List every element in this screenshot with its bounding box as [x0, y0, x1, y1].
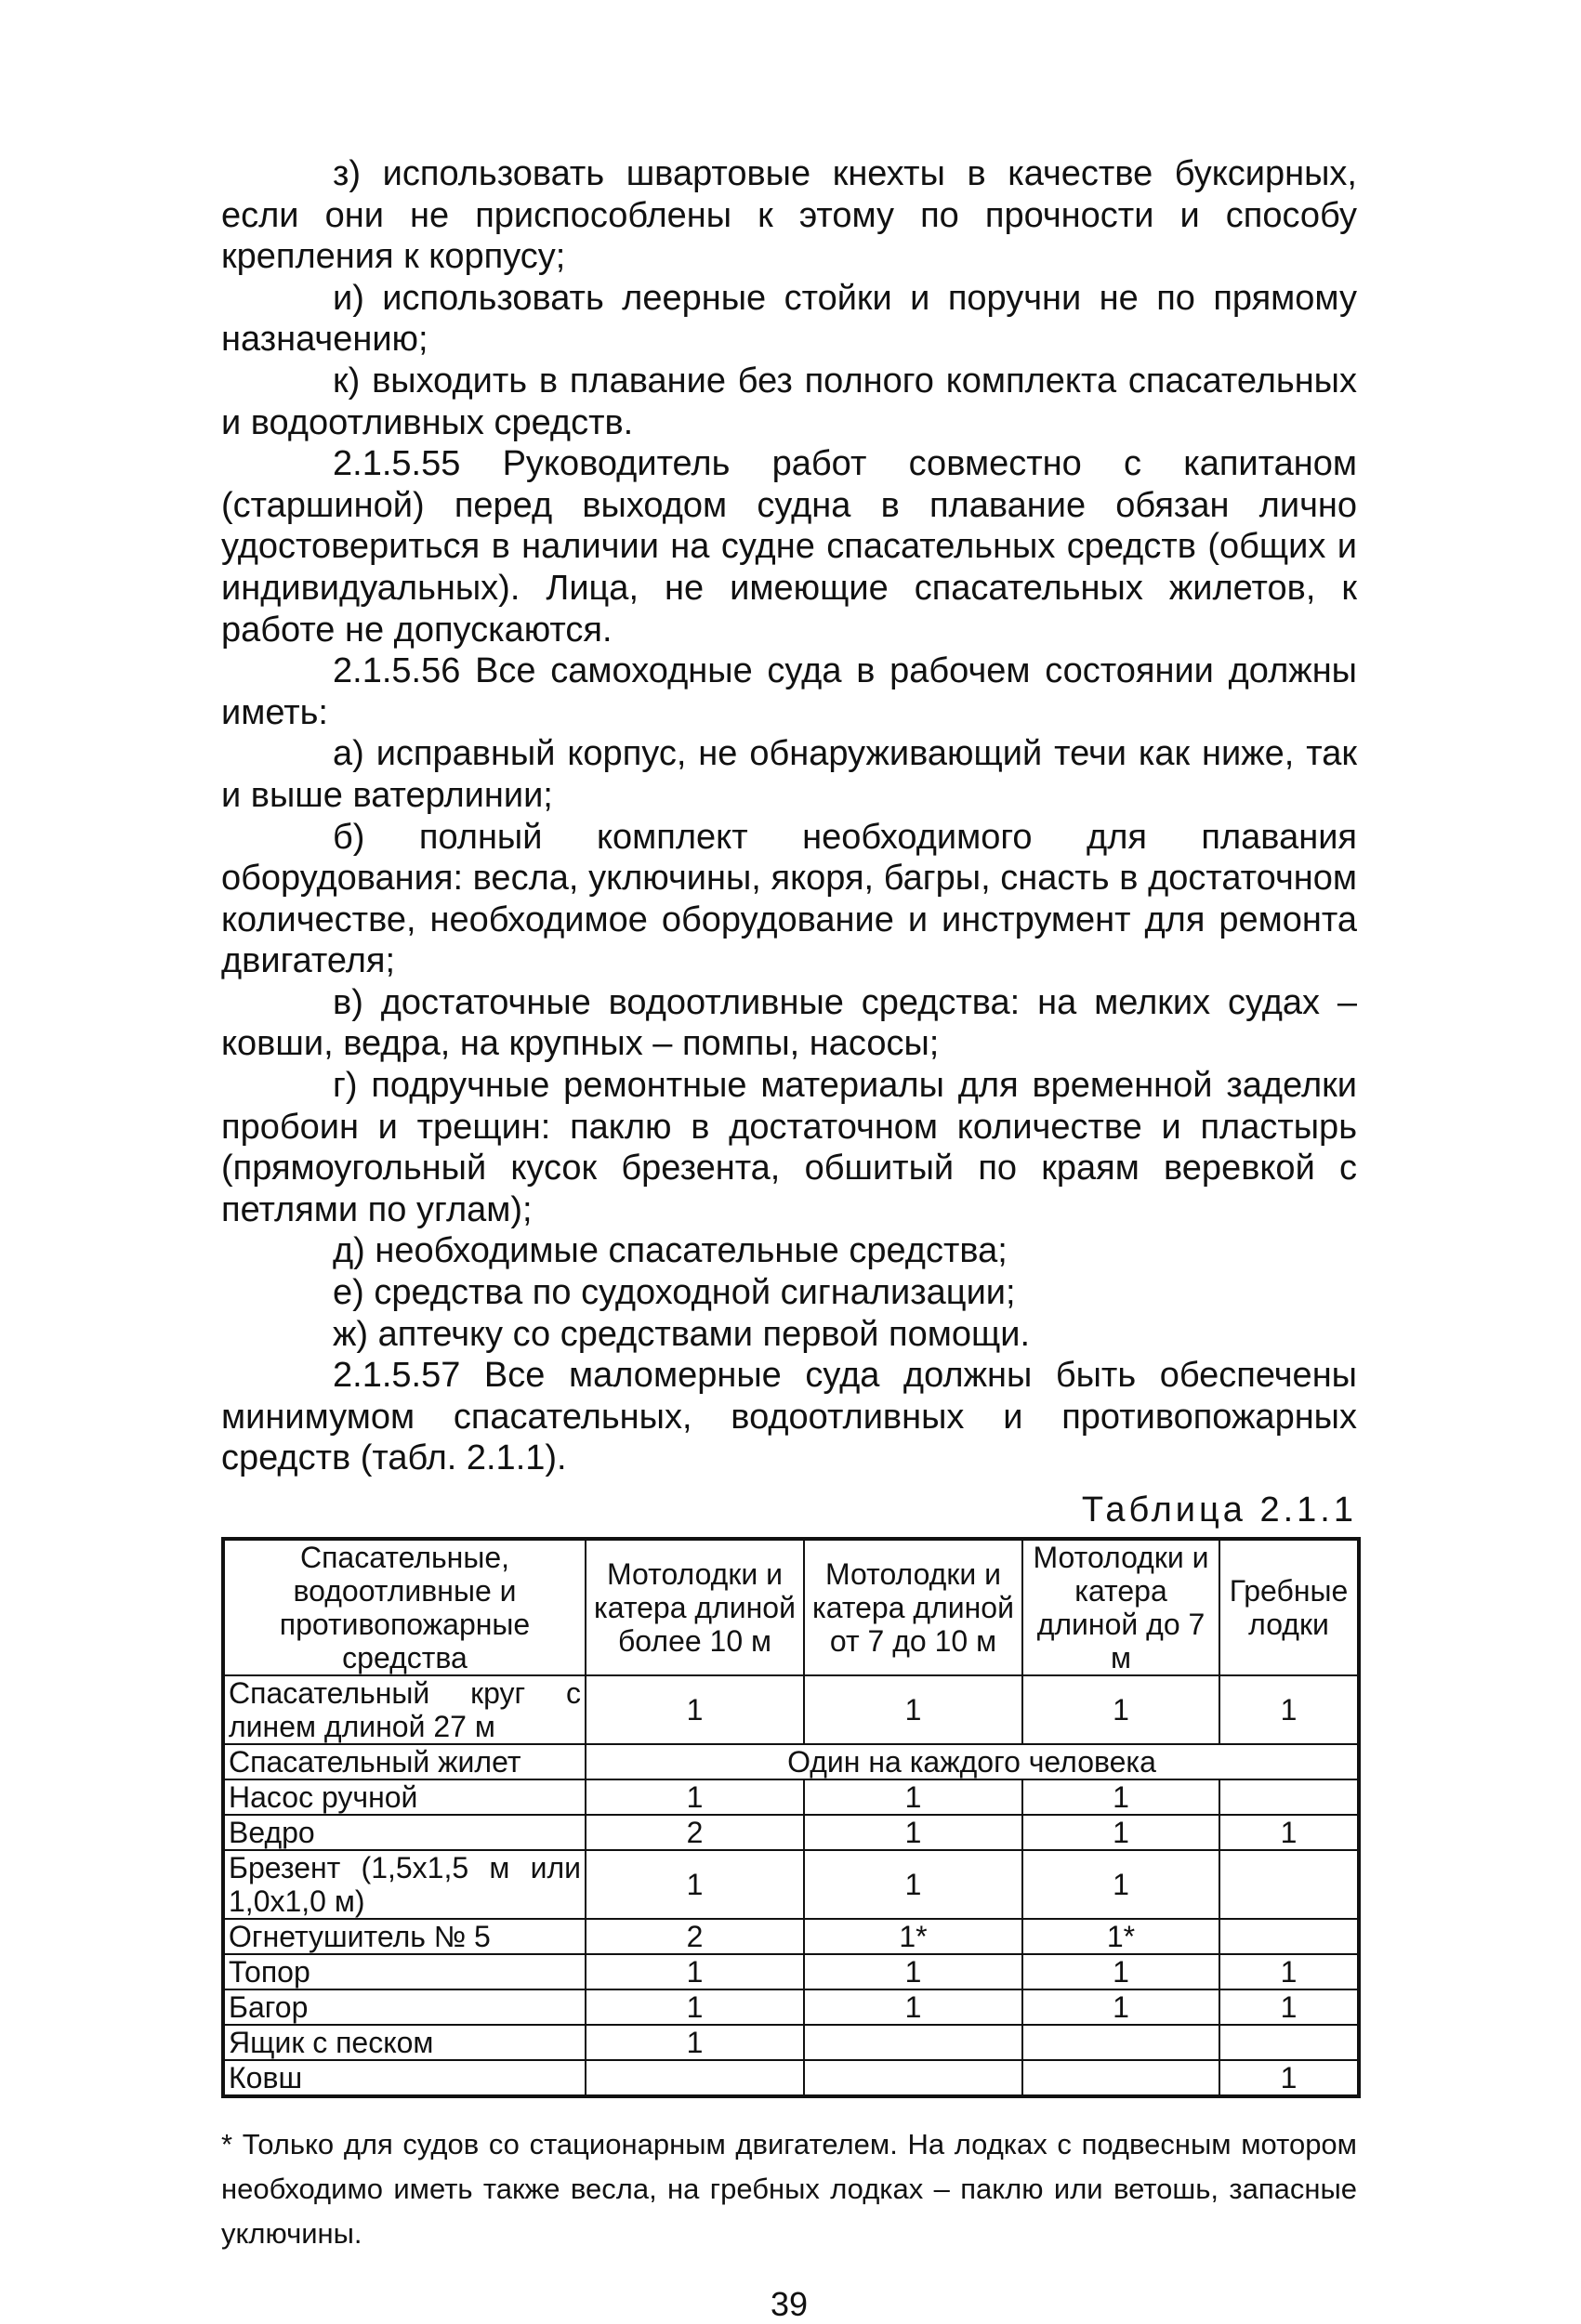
- paragraph-2-1-5-56: 2.1.5.56 Все самоходные суда в рабочем состоянии должны иметь:: [221, 651, 1357, 732]
- cell-value: 1: [1022, 1850, 1219, 1919]
- cell-value: 2: [586, 1919, 804, 1954]
- cell-value: 1: [1219, 1954, 1359, 1989]
- row-name: Ковш: [223, 2060, 586, 2096]
- table-row: [223, 1675, 1359, 1744]
- equipment-table: [221, 1537, 1361, 2098]
- row-name: Брезент (1,5х1,5 м или 1,0х1,0 м): [223, 1850, 586, 1919]
- paragraph-g: г) подручные ремонтные материалы для временной заделки пробоин и трещин: паклю в достаточном количестве и пластырь (прямоугольный кусок брезента, обшитый по краям веревкой с петлями по углам);: [221, 1066, 1357, 1229]
- table-row: [223, 1779, 1359, 1815]
- header-over-10m: Мотолодки и катера длиной более 10 м: [586, 1539, 804, 1675]
- cell-value: 1*: [1022, 1919, 1219, 1954]
- cell-value: 2: [586, 1815, 804, 1850]
- header-7-10m: Мотолодки и катера длиной от 7 до 10 м: [804, 1539, 1022, 1675]
- cell-value: 1: [586, 1675, 804, 1744]
- cell-value: [804, 2060, 1022, 2096]
- cell-value: 1: [586, 1779, 804, 1815]
- header-equipment: Спасательные, водоотливные и противопожарные средства: [223, 1539, 586, 1675]
- cell-value: 1: [804, 1989, 1022, 2025]
- cell-value: 1: [586, 1989, 804, 2025]
- cell-value: 1: [586, 2025, 804, 2060]
- cell-value: 1: [1022, 1779, 1219, 1815]
- row-name: Ящик с песком: [223, 2025, 586, 2060]
- cell-value: [1219, 1779, 1359, 1815]
- cell-value: [586, 2060, 804, 2096]
- cell-value: 1: [804, 1779, 1022, 1815]
- cell-value: 1: [586, 1954, 804, 1989]
- table-row: [223, 1815, 1359, 1850]
- cell-value: [1219, 1919, 1359, 1954]
- table-row: [223, 1744, 1359, 1779]
- cell-value: [804, 2025, 1022, 2060]
- table-row: [223, 1989, 1359, 2025]
- table-caption: Таблица 2.1.1: [1081, 1490, 1357, 1530]
- cell-value: 1: [1219, 1989, 1359, 2025]
- cell-value: 1: [1219, 1815, 1359, 1850]
- cell-value: 1: [804, 1954, 1022, 1989]
- page-content: [221, 153, 1357, 2324]
- paragraph-e: е) средства по судоходной сигнализации;: [333, 1273, 1016, 1313]
- table-header-row: [223, 1539, 1359, 1675]
- cell-value: [1219, 1850, 1359, 1919]
- paragraph-b: б) полный комплект необходимого для плавания оборудования: весла, уключины, якоря, багры, снасть в достаточном количестве, необходимое оборудование и инструмент для ремонта двигателя;: [221, 817, 1357, 981]
- paragraph-z: з) использовать швартовые кнехты в качестве буксирных, если они не приспособлены к этому по прочности и способу крепления к корпусу;: [221, 154, 1357, 277]
- cell-value: 1: [804, 1675, 1022, 1744]
- cell-value: 1: [1219, 1675, 1359, 1744]
- table-footnote: * Только для судов со стационарным двигателем. На лодках с подвесным мотором необходимо иметь также весла, на гребных лодках – паклю или ветошь, запасные уключины.: [221, 2128, 1357, 2250]
- row-name: Ведро: [223, 1815, 586, 1850]
- row-name: Топор: [223, 1954, 586, 1989]
- cell-value: 1*: [804, 1919, 1022, 1954]
- paragraph-v: в) достаточные водоотливные средства: на мелких судах – ковши, ведра, на крупных – помпы, насосы;: [221, 982, 1357, 1064]
- cell-span-value: Один на каждого человека: [586, 1744, 1359, 1779]
- paragraph-zh: ж) аптечку со средствами первой помощи.: [333, 1314, 1031, 1354]
- paragraph-i: и) использовать леерные стойки и поручни не по прямому назначению;: [221, 278, 1357, 360]
- header-under-7m: Мотолодки и катера длиной до 7 м: [1022, 1539, 1219, 1675]
- cell-value: [1022, 2025, 1219, 2060]
- paragraph-2-1-5-57: 2.1.5.57 Все маломерные суда должны быть обеспечены минимумом спасательных, водоотливных и противопожарных средств (табл. 2.1.1).: [221, 1356, 1357, 1478]
- row-name: Спасательный круг с линем длиной 27 м: [223, 1675, 586, 1744]
- cell-value: 1: [586, 1850, 804, 1919]
- cell-value: 1: [1022, 1675, 1219, 1744]
- cell-value: [1219, 2025, 1359, 2060]
- table-row: [223, 1954, 1359, 1989]
- row-name: Насос ручной: [223, 1779, 586, 1815]
- cell-value: 1: [804, 1850, 1022, 1919]
- table-row: [223, 1850, 1359, 1919]
- table-row: [223, 1919, 1359, 1954]
- paragraph-k: к) выходить в плавание без полного комплекта спасательных и водоотливных средств.: [221, 361, 1357, 442]
- paragraph-a: а) исправный корпус, не обнаруживающий течи как ниже, так и выше ватерлинии;: [221, 734, 1357, 815]
- paragraph-2-1-5-55: 2.1.5.55 Руководитель работ совместно с капитаном (старшиной) перед выходом судна в плавание обязан лично удостовериться в наличии на судне спасательных средств (общих и индивидуальных). Лица, не имеющие спасательных жилетов, к работе не допускаются.: [221, 444, 1357, 650]
- row-name: Огнетушитель № 5: [223, 1919, 586, 1954]
- row-name: Багор: [223, 1989, 586, 2025]
- cell-value: 1: [1022, 1954, 1219, 1989]
- cell-value: 1: [804, 1815, 1022, 1850]
- header-rowing-boats: Гребные лодки: [1219, 1539, 1359, 1675]
- cell-value: 1: [1219, 2060, 1359, 2096]
- cell-value: [1022, 2060, 1219, 2096]
- body-text: [221, 153, 1357, 1479]
- cell-value: 1: [1022, 1815, 1219, 1850]
- table-row: [223, 2060, 1359, 2096]
- table-row: [223, 2025, 1359, 2060]
- page-number: 39: [770, 2285, 809, 2323]
- paragraph-d: д) необходимые спасательные средства;: [333, 1231, 1008, 1271]
- cell-value: 1: [1022, 1989, 1219, 2025]
- row-name: Спасательный жилет: [223, 1744, 586, 1779]
